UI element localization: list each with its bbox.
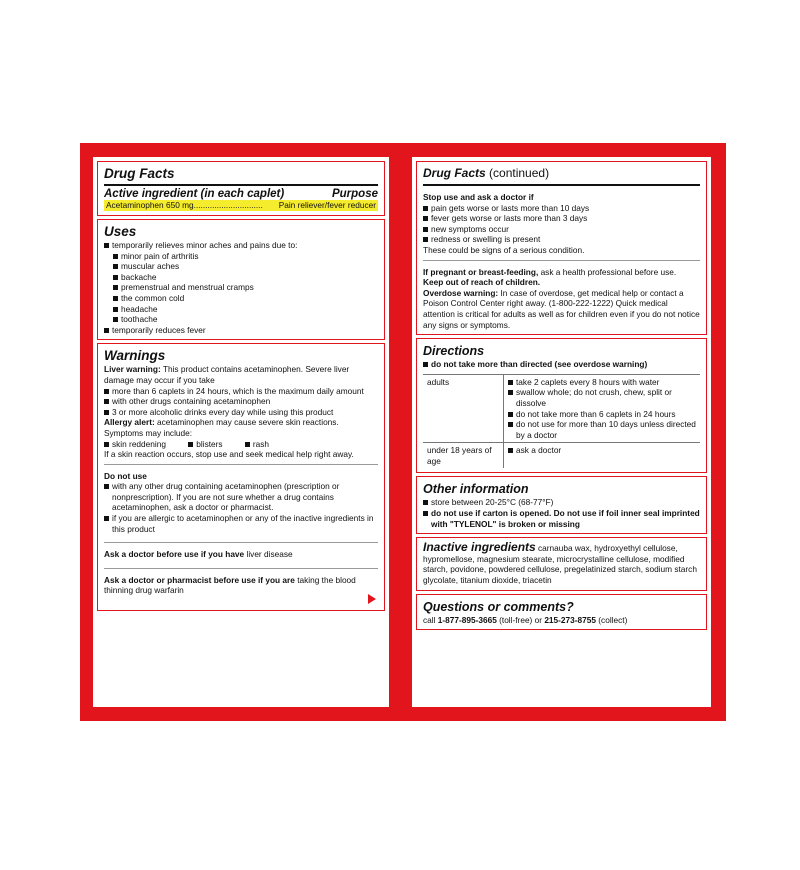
uses-box xyxy=(97,219,385,340)
active-ingredient-box xyxy=(97,161,385,216)
list-item: minor pain of arthritis xyxy=(104,251,378,262)
pregnant-label: If pregnant or breast-feeding, xyxy=(423,266,539,277)
inactive-ingredients-heading: Inactive ingredients xyxy=(423,540,536,555)
list-item: with any other drug containing acetaminophen (prescription or nonprescription). If you are not sure whether a drug contains acetaminophen, ask a doctor or pharmacist. xyxy=(104,481,378,513)
drug-facts-title-continued: Drug Facts xyxy=(423,166,486,180)
overdose-warning-label: Overdose warning: xyxy=(423,287,499,298)
inactive-ingredients-text: carnauba wax, hydroxyethyl cellulose, hypromellose, magnesium stearate, microcrystalline cellulose, modified starch, povidone, powdered cellulose, pregelatinized starch, sodium starch glycolate, titanium dioxide, triacetin xyxy=(423,543,697,586)
overdose-warning-text: In case of overdose, get medical help or contact a Poison Control Center right away. (1-800-222-1222) Quick medical attention is critical for adults as well as for children even if you do not notice any signs or symptoms. xyxy=(423,287,700,330)
phone-toll-free-note: (toll-free) or xyxy=(499,614,542,625)
other-info-item: do not use if carton is opened. Do not use if foil inner seal imprinted with "TYLENOL" is broken or missing xyxy=(423,508,700,529)
uses-heading: Uses xyxy=(104,224,137,239)
stop-use-outro: These could be signs of a serious condition. xyxy=(423,244,585,255)
purpose-heading: Purpose xyxy=(331,188,378,200)
ask-doctor-label: Ask a doctor before use if you have xyxy=(104,549,245,560)
directions-top: do not take more than directed (see overdose warning) xyxy=(423,359,700,370)
directions-box xyxy=(416,338,707,473)
list-item: toothache xyxy=(104,314,378,325)
active-ingredient-heading: Active ingredient (in each caplet) xyxy=(104,188,285,200)
symptom-item: skin reddening xyxy=(104,439,166,449)
phone-toll-free: 1-877-895-3665 xyxy=(437,614,497,625)
under-18-list xyxy=(504,443,700,468)
list-item: premenstrual and menstrual cramps xyxy=(104,282,378,293)
call-label: call xyxy=(423,614,436,625)
liver-list xyxy=(104,386,378,418)
list-item: do not take more than 6 caplets in 24 hours xyxy=(508,409,696,420)
left-panel xyxy=(93,157,389,707)
list-item: do not use for more than 10 days unless directed by a doctor xyxy=(508,419,696,440)
questions-box xyxy=(416,594,707,631)
under-18-label: under 18 years of age xyxy=(423,443,504,468)
list-item: ask a doctor xyxy=(508,445,696,456)
ask-pharmacist-label: Ask a doctor or pharmacist before use if you are xyxy=(104,574,295,585)
phone-collect: 215-273-8755 xyxy=(544,614,596,625)
do-not-use-heading: Do not use xyxy=(104,470,147,481)
skin-reaction-text: If a skin reaction occurs, stop use and seek medical help right away. xyxy=(104,449,354,460)
uses-intro: temporarily relieves minor aches and pains due to: xyxy=(104,240,378,251)
list-item: muscular aches xyxy=(104,261,378,272)
right-panel xyxy=(412,157,711,707)
do-not-use-list xyxy=(104,481,378,534)
allergy-alert-label: Allergy alert: xyxy=(104,417,155,428)
continue-arrow-icon xyxy=(368,594,376,604)
liver-warning-label: Liver warning: xyxy=(104,364,161,375)
list-item: with other drugs containing acetaminophen xyxy=(104,396,378,407)
list-item: new symptoms occur xyxy=(423,224,700,235)
purpose-text: Pain reliever/fever reducer xyxy=(278,200,376,210)
questions-heading: Questions or comments? xyxy=(423,599,574,614)
uses-outro: temporarily reduces fever xyxy=(104,325,378,336)
table-row xyxy=(423,375,700,444)
liver-warning-text: This product contains acetaminophen. Severe liver damage may occur if you take xyxy=(104,364,350,385)
other-information-heading: Other information xyxy=(423,482,529,497)
warnings-box xyxy=(97,343,385,611)
inactive-ingredients-box xyxy=(416,537,707,590)
active-ingredient-name: Acetaminophen 650 mg.............................. xyxy=(106,200,263,210)
adults-list xyxy=(504,375,700,443)
list-item: if you are allergic to acetaminophen or any of the inactive ingredients in this product xyxy=(104,513,378,534)
allergy-alert-text: acetaminophen may cause severe skin reactions. Symptoms may include: xyxy=(104,417,339,438)
table-row xyxy=(423,443,700,468)
list-item: swallow whole; do not crush, chew, split or dissolve xyxy=(508,387,696,408)
list-item: pain gets worse or lasts more than 10 days xyxy=(423,203,700,214)
list-item: headache xyxy=(104,304,378,315)
symptom-item: blisters xyxy=(188,439,222,449)
stop-use-heading: Stop use and ask a doctor if xyxy=(423,192,534,202)
symptom-list xyxy=(104,439,378,450)
other-info-item: store between 20-25°C (68-77°F) xyxy=(423,497,700,508)
other-information-box xyxy=(416,476,707,534)
ask-doctor-text: liver disease xyxy=(246,549,293,560)
warnings-heading: Warnings xyxy=(104,348,166,364)
pregnant-text: ask a health professional before use. xyxy=(540,266,677,277)
stop-use-list xyxy=(423,203,700,245)
list-item: fever gets worse or lasts more than 3 days xyxy=(423,213,700,224)
continued-box xyxy=(416,161,707,335)
drug-facts-title: Drug Facts xyxy=(104,166,175,181)
list-item: more than 6 caplets in 24 hours, which is the maximum daily amount xyxy=(104,386,378,397)
list-item: backache xyxy=(104,272,378,283)
list-item: redness or swelling is present xyxy=(423,234,700,245)
active-ingredient-row xyxy=(104,200,378,211)
directions-table xyxy=(423,374,700,469)
list-item: 3 or more alcoholic drinks every day while using this product xyxy=(104,407,378,418)
keep-out-of-reach: Keep out of reach of children. xyxy=(423,277,541,288)
uses-list xyxy=(104,251,378,325)
phone-collect-note: (collect) xyxy=(598,614,628,625)
list-item: take 2 caplets every 8 hours with water xyxy=(508,377,696,388)
list-item: the common cold xyxy=(104,293,378,304)
adults-label: adults xyxy=(423,375,504,443)
directions-heading: Directions xyxy=(423,344,485,359)
continued-label: (continued) xyxy=(489,166,550,180)
symptom-item: rash xyxy=(245,439,269,449)
ask-pharmacist-text: taking the blood thinning drug warfarin xyxy=(104,574,356,596)
